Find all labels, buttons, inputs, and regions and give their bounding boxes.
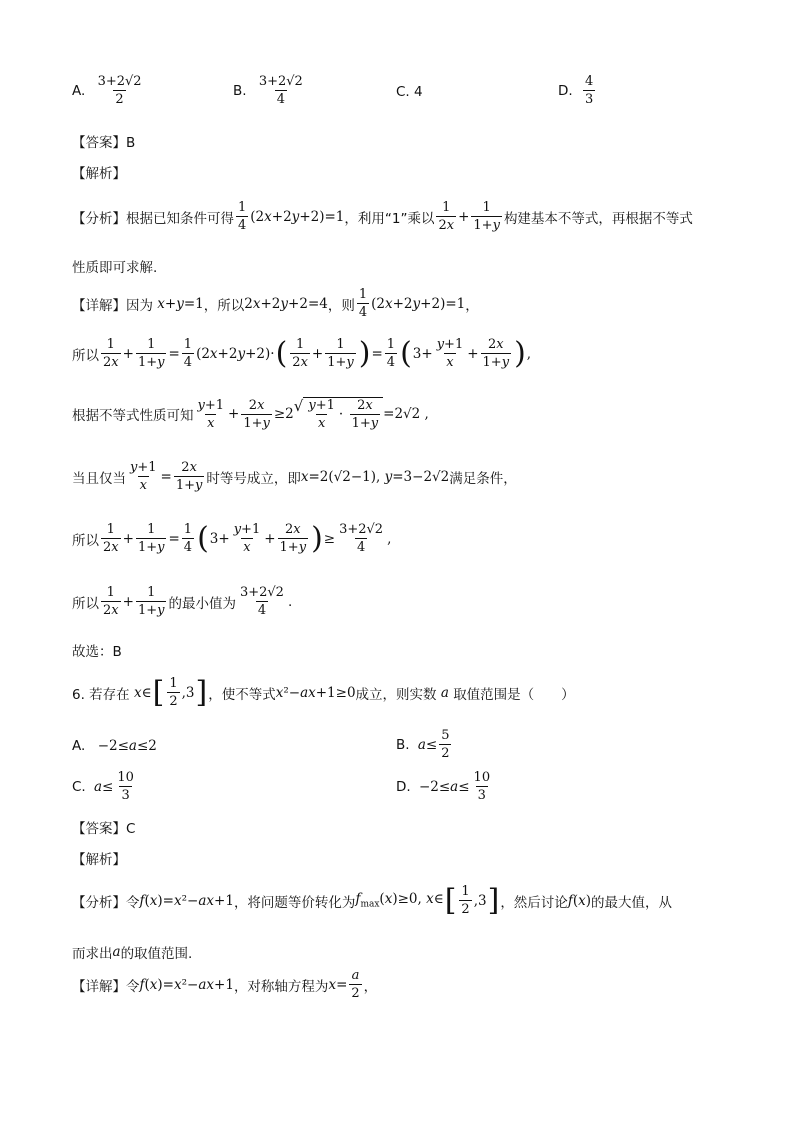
fraction: $\frac{4}{3}$ bbox=[584, 74, 594, 107]
analysis2-line-2: 而求出 a 的取值范围. bbox=[72, 944, 193, 962]
analysis-title-2: 【解析】 bbox=[72, 852, 126, 868]
q6-option-b: B. a≤ $\frac{5}{2}$ bbox=[396, 728, 450, 761]
detail-line-5: 所以 $\frac{1}{2x}$ + $\frac{1}{1+y}$ = $\frac{1}{4}$ ( 3+ $\frac{y+1}{x}$ + $\frac{2x}{1+y}$ ) ≥ $\frac{3+2√2}{4}$ , bbox=[72, 520, 392, 556]
fraction: $\frac{3+2√2}{2}$ bbox=[97, 74, 142, 107]
q6-option-d: D. −2≤a≤ $\frac{10}{3}$ bbox=[396, 770, 491, 803]
analysis-line-1: 【分析】 根据已知条件可得 $\frac{1}{4}$ (2x+2y+2)=1 ，利用“1”乘以 $\frac{1}{2x}$ + $\frac{1}{1+y}$ 构建基本不等式，再根据不等式 bbox=[72, 200, 693, 233]
choose-label-1: 故选：B bbox=[72, 644, 122, 660]
prev-option-a: A. $\frac{3+2√2}{2}$ bbox=[72, 74, 142, 107]
question-6: 6. 若存在 x∈ [ $\frac{1}{2}$ ,3 ] ，使不等式 x²−ax+1≥0 成立，则实数 a 取值范围是（ ） bbox=[72, 674, 575, 710]
detail-line-4: 当且仅当 $\frac{y+1}{x}$ = $\frac{2x}{1+y}$ 时等号成立，即 x=2(√2−1), y=3−2√2 满足条件， bbox=[72, 460, 517, 493]
q6-option-a: A. −2≤a≤2 bbox=[72, 738, 157, 754]
analysis-line-2: 性质即可求解. bbox=[72, 260, 158, 276]
detail2-line-1: 【详解】 令 f(x)=x²−ax+1 ，对称轴方程为 x= $\frac{a}{2}$ ， bbox=[72, 968, 378, 1001]
prev-option-d: D. $\frac{4}{3}$ bbox=[558, 74, 594, 107]
analysis-title-1: 【解析】 bbox=[72, 166, 126, 182]
fraction: $\frac{3+2√2}{4}$ bbox=[258, 74, 303, 107]
detail-line-1: 【详解】 因为 x+y=1 ，所以 2x+2y+2=4 ，则 $\frac{1}{4}$ (2x+2y+2)=1 ， bbox=[72, 287, 479, 320]
prev-option-c: C. 4 bbox=[396, 84, 423, 100]
q6-option-c: C. a≤ $\frac{10}{3}$ bbox=[72, 770, 134, 803]
analysis2-line-1: 【分析】 令 f(x)=x²−ax+1 ，将问题等价转化为 $f_{max}(x)\ge 0$, x∈ [ $\frac{1}{2}$ ,3 ] ，然后讨论 f(x) 的最大值，从 bbox=[72, 882, 672, 918]
answer-label-1: 【答案】B bbox=[72, 135, 136, 151]
prev-option-b: B. $\frac{3+2√2}{4}$ bbox=[233, 74, 303, 107]
detail-line-3: 根据不等式性质可知 $\frac{y+1}{x}$ + $\frac{2x}{1+y}$ ≥2 √ $\frac{y+1}{x}$ · $\frac{2x}{1+y}$ =2√2 , bbox=[72, 397, 429, 431]
detail-line-2: 所以 $\frac{1}{2x}$ + $\frac{1}{1+y}$ = $\frac{1}{4}$ (2x+2y+2)· ( $\frac{1}{2x}$ + $\frac{1}{1+y}$ ) = $\frac{1}{4}$ ( 3+ $\frac{y+1}{x}$ + $\frac{2x}{1+y}$ ) , bbox=[72, 335, 532, 371]
detail-line-6: 所以 $\frac{1}{2x}$ + $\frac{1}{1+y}$ 的最小值为 $\frac{3+2√2}{4}$ . bbox=[72, 585, 293, 618]
answer-label-2: 【答案】C bbox=[72, 821, 136, 837]
